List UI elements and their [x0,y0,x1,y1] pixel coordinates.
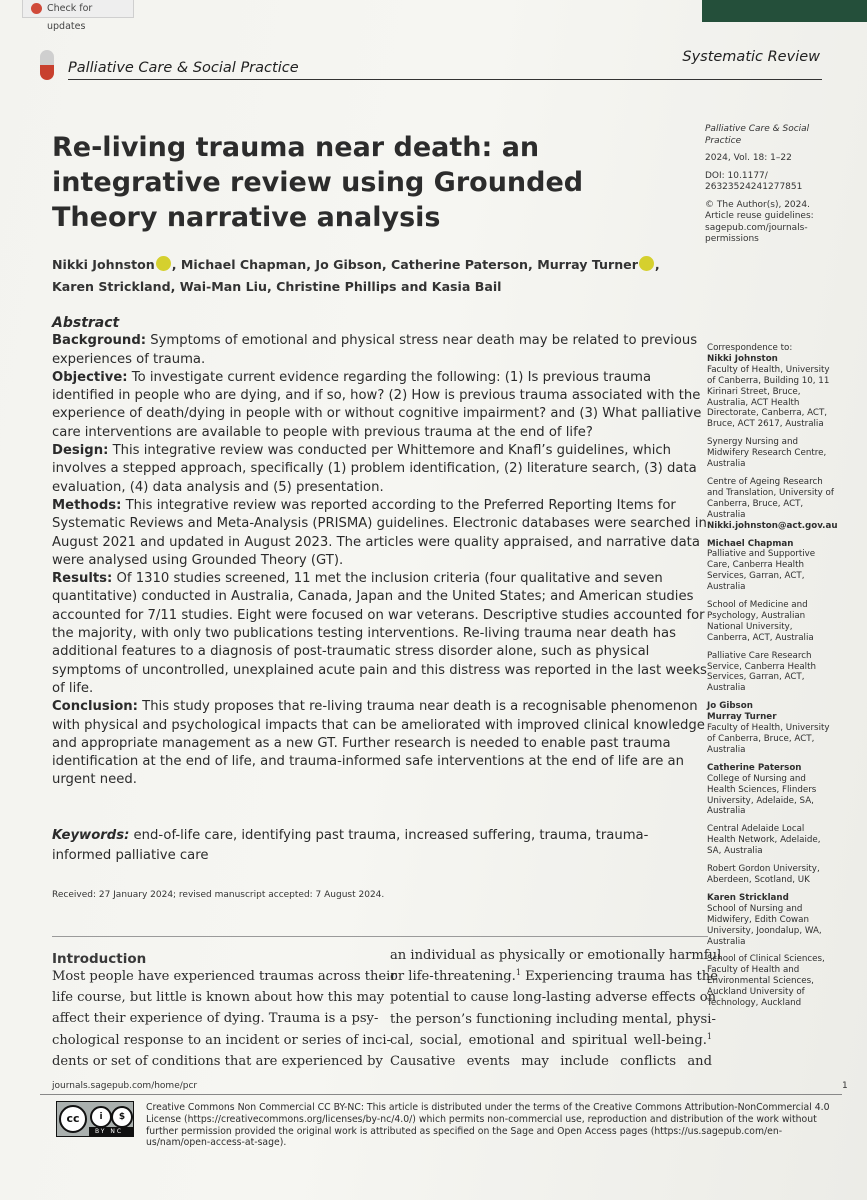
introduction-left-column [52,966,397,1072]
author-separator: , [654,257,660,272]
orcid-icon[interactable] [156,256,171,271]
cc-nc-label: NC [110,1128,124,1135]
correspondence-sidebar [707,343,838,1009]
affiliation: Synergy Nursing and Midwifery Research Centre, Australia [707,437,827,470]
journal-name: Palliative Care & Social Practice [68,60,299,76]
body-line: chological response to an incident or series of inci- [52,1032,391,1048]
meta-journal: Palliative Care & Social Practice [705,124,810,146]
footer-rule [40,1094,842,1095]
introduction-right-column [390,945,722,1072]
author-name: Jo Gibson [707,701,753,712]
affiliation: School of Nursing and Midwifery, Edith Cowan University, Joondalup, WA, Australia [707,903,822,947]
affiliation: Faculty of Health, University of Canberra, Bruce, ACT, Australia [707,723,830,755]
design-label: Design: [52,443,109,459]
section-divider [52,936,708,937]
journal-header [40,48,822,82]
design-text: This integrative review was conducted per Whittemore and Knafl’s guidelines, which involves a stepped approach, specifically (1) problem identification, (2) literature search, (3) data evaluation, (4) data analysis and (5) presentation. [52,443,697,495]
body-line: life course, but little is known about how this may [52,990,385,1006]
conclusion-text: This study proposes that re-living trauma near death is a recognisable phenomenon with physical and psychological impacts that can be ameliorated with improved clinical knowledge and appropriate management as a new GT. Further research is needed to enable past trauma identification at the end of life, and trauma-informed safe interventions at the end of life are an urgent need. [52,699,705,788]
affiliation: Faculty of Health, University of Canberra, Building 10, 11 Kirinari Street, Bruce, Australia, ACT Health Directorate, Canberra, ACT, Bruce, ACT 2617, Australia [707,364,830,430]
affiliation: Palliative Care Research Service, Canberra Health Services, Garran, ACT, Australia [707,650,816,694]
cc-by-label: BY [95,1128,107,1135]
author-name: Nikki Johnston [707,353,778,364]
email-link[interactable]: Nikki.johnston@act.gov.au [707,520,838,531]
meta-reuse-link[interactable]: sagepub.com/journals- [705,222,808,233]
attribution-icon: i [90,1106,112,1128]
body-text: Experiencing trauma has the [520,969,718,985]
article-metadata [705,124,830,246]
crossmark-icon [31,3,42,14]
author-names-line2[interactable]: Karen Strickland, Wai-Man Liu, Christine Phillips and Kasia Bail [52,279,502,294]
journal-logo-icon [40,50,54,80]
objective-label: Objective: [52,369,128,385]
abstract-heading: Abstract [52,315,120,331]
noncommercial-icon: $ [111,1106,133,1128]
abstract-objective [52,369,707,442]
meta-volume: 2024, Vol. 18: 1–22 [705,153,792,163]
affiliation: Central Adelaide Local Health Network, Adelaide, SA, Australia [707,824,821,857]
affiliation: College of Nursing and Health Sciences, Flinders University, Adelaide, SA, Australia [707,773,817,817]
article-title: Re-living trauma near death: an integrative review using Grounded Theory narrative analysis [52,132,584,233]
methods-text: This integrative review was reported according to the Preferred Reporting Items for Systematic Reviews and Meta-Analysis (PRISMA) guidelines. Electronic databases were searched in August 2021 and updated in August 2023. The articles were quality appraised, and narrative data were analysed using Grounded Theory (GT). [52,497,707,568]
results-text: Of 1310 studies screened, 11 met the inclusion criteria (four qualitative and seven quantitative) conducted in Australia, Canada, Japan and the United States; and American studies accounted for 7/11 studies. Eight were focused on war veterans. Descriptive studies accounted for the majority, with only two publications testing interventions. Re-living trauma near death has additional features to a diagnosis of post-traumatic stress disorder alone, such as physical symptoms of uncontrolled, unexplained acute pain and this distress was reported in the last weeks of life. [52,571,707,696]
received-dates: Received: 27 January 2024; revised manuscript accepted: 7 August 2024. [52,890,385,900]
abstract-methods [52,497,707,570]
cc-license-badge[interactable] [56,1101,134,1137]
background-label: Background: [52,333,147,349]
header-rule [68,79,822,80]
article-type: Systematic Review [682,49,820,65]
check-for-updates-button[interactable] [22,0,134,32]
journal-color-band [702,0,867,22]
author-name: Michael Chapman [707,538,794,549]
author-names[interactable]: , Michael Chapman, Jo Gibson, Catherine Paterson, Murray Turner [171,257,638,272]
body-line: dents or set of conditions that are experienced by [52,1053,383,1069]
abstract [52,314,707,790]
affiliation: Palliative and Supportive Care, Canberra Health Services, Garran, ACT, Australia [707,549,816,593]
author-name: Catherine Paterson [707,762,802,773]
affiliation: School of Medicine and Psychology, Australian National University, Canberra, ACT, Australia [707,600,814,643]
body-line: an individual as physically or emotionally harmful [390,948,722,963]
conclusion-label: Conclusion: [52,699,138,715]
license-text: Creative Commons Non Commercial CC BY-NC: This article is distributed under the terms of the Creative Commons Attribution-NonCommercial 4.0 License (https://creativecommons.org/licenses/by-nc/4.0/) which permits non-commercial use, reproduction and distribution of the work without further permission provided the original work is attributed as specified on the Sage and Open Access pages (https://us.sagepub.com/en-us/nam/open-access-at-sage). [146,1102,830,1149]
page-number: 1 [842,1081,848,1091]
keywords [52,826,692,866]
abstract-background [52,332,707,369]
citation-ref[interactable]: 1 [706,1031,712,1041]
affiliation: School of Clinical Sciences, Faculty of Health and Environmental Sciences, Auckland University of Technology, Auckland [707,954,825,1009]
cc-icon: cc [59,1105,87,1133]
author-name[interactable]: Nikki Johnston [52,257,155,272]
body-text: cal, social, emotional and spiritual well-being. [390,1032,707,1048]
meta-copyright: © The Author(s), 2024. [705,199,810,210]
keywords-label: Keywords: [52,828,130,843]
abstract-results [52,570,707,698]
body-line: potential to cause long-lasting adverse effects on [390,990,717,1006]
meta-doi-number[interactable]: 26323524241277851 [705,182,803,192]
author-name: Murray Turner [707,712,777,723]
body-line: Most people have experienced traumas across their [52,969,397,984]
body-text: or life-threatening. [390,969,516,985]
author-name: Karen Strickland [707,892,789,903]
meta-doi[interactable]: DOI: 10.1177/ [705,170,768,181]
methods-label: Methods: [52,497,122,513]
body-line: Causative events may include conflicts and [390,1054,712,1070]
citation-ref[interactable]: 1 [515,968,521,978]
objective-text: To investigate current evidence regarding the following: (1) Is previous trauma identified in people who are dying, and if so, how? (2) How is previous trauma associated with the experience of death/dying in people with or without cognitive impairment? and (3) What palliative care interventions are available to people with previous trauma at the end of life? [52,369,702,440]
check-for-updates-label: Check for updates [47,3,93,32]
abstract-conclusion [52,698,707,789]
meta-reuse-link-end[interactable]: permissions [705,234,759,244]
keywords-text: end-of-life care, identifying past trauma, increased suffering, trauma, trauma-informed palliative care [52,828,649,863]
body-line [390,966,718,987]
journal-url-link[interactable]: journals.sagepub.com/home/pcr [52,1081,198,1091]
body-line [390,1030,712,1051]
body-line: affect their experience of dying. Trauma is a psy- [52,1011,379,1027]
affiliation: Robert Gordon University, Aberdeen, Scotland, UK [707,864,820,885]
author-list [52,254,702,298]
correspondence-heading: Correspondence to: [707,343,793,353]
background-text: Symptoms of emotional and physical stress near death may be related to previous experiences of trauma. [52,333,698,367]
abstract-design [52,442,707,497]
introduction-heading: Introduction [52,951,147,967]
affiliation: Centre of Ageing Research and Translation, University of Canberra, Bruce, ACT, Australia [707,476,834,520]
meta-reuse: Article reuse guidelines: [705,211,814,221]
body-line: the person’s functioning including mental, physi- [390,1011,716,1027]
orcid-icon[interactable] [639,256,654,271]
cc-badge-labels [89,1127,133,1136]
results-label: Results: [52,571,113,587]
